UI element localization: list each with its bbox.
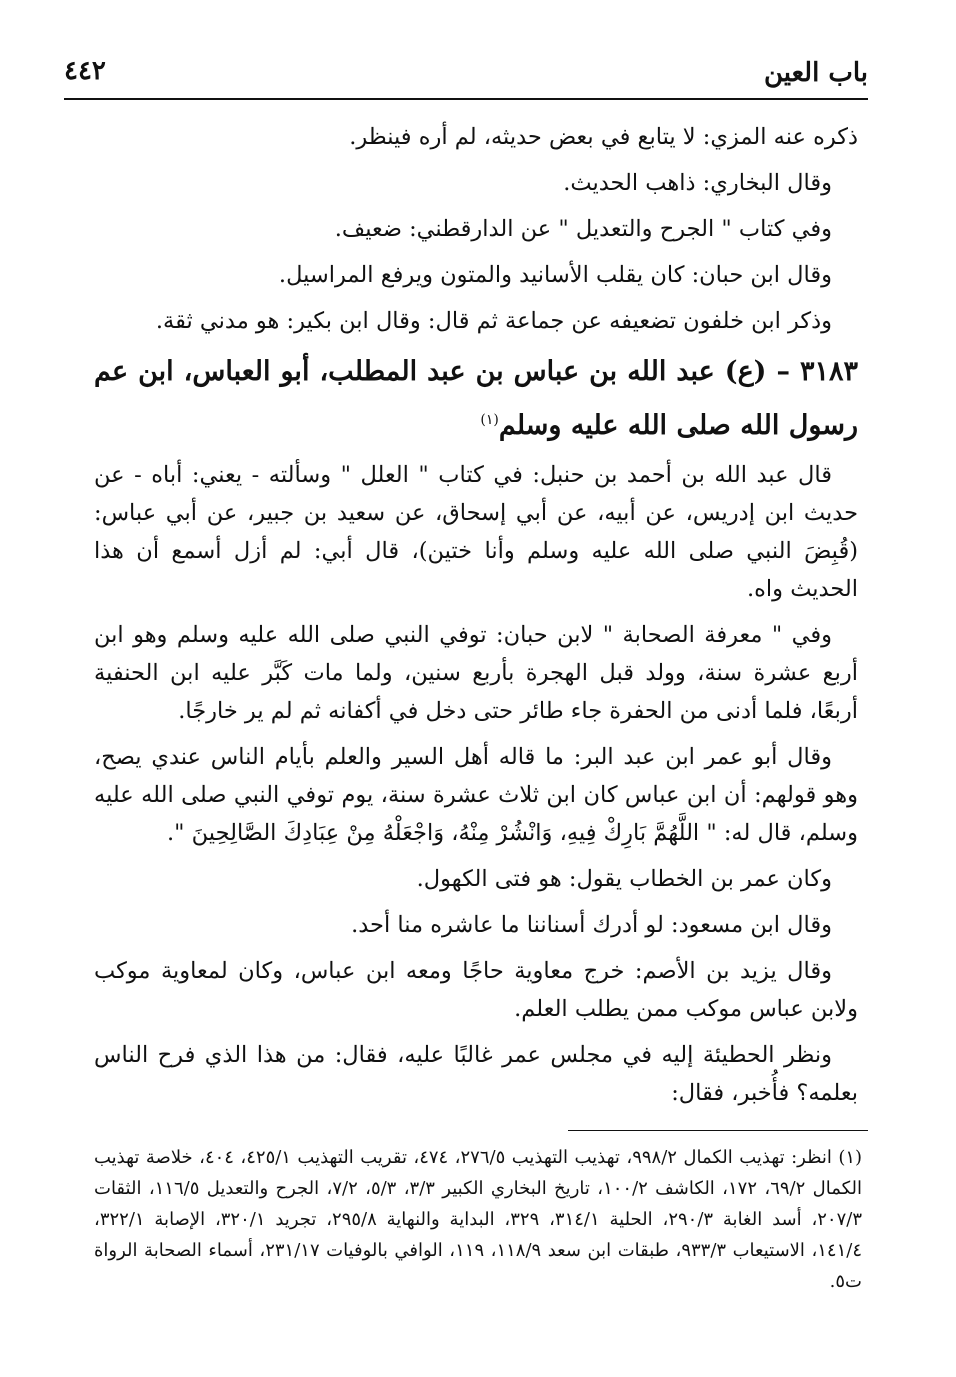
footnote-divider (568, 1130, 868, 1131)
page-header (64, 50, 868, 98)
footnote: (١) انظر: تهذيب الكمال ٩٩٨/٢، تهذيب التهذيب ٢٧٦/٥، ٤٧٤، تقريب التهذيب ٤٢٥/١، ٤٠٤، خلاصة تهذيب الكمال ٦٩/٢، ١٧٢، الكاشف ١٠٠/٢، تاريخ البخاري الكبير ٣/٣، ٥/٣، ٧/٢، الجرح والتعديل ١١٦/٥، الثقات ٢٠٧/٣، أسد الغابة ٢٩٠/٣، الحلية ٣١٤/١، ٣٢٩، البداية والنهاية ٢٩٥/٨، تجريد ٣٢٠/١، الإصابة ٣٢٢/١، ١٤١/٤، الاستيعاب ٩٣٣/٣، طبقات ابن سعد ١١٨/٩، ١١٩، الوافي بالوفيات ٢٣١/١٧، أسماء الصحابة الرواة ت٥. (94, 1147, 863, 1292)
paragraph: وقال يزيد بن الأصم: خرج معاوية حاجًا ومعه ابن عباس، وكان لمعاوية موكب ولابن عباس موكب ممن يطلب العلم. (94, 958, 858, 1022)
footnote-marker: (١) (480, 412, 499, 428)
paragraph: وفي " معرفة الصحابة " لابن حبان: توفي النبي صلى الله عليه وسلم وهو ابن أربع عشرة سنة، وولد قبل الهجرة بأربع سنين، ولما مات كَبَّر عليه ابن الحنفية أربعًا، فلما أدنى من الحفرة جاء طائر حتى دخل في أكفانه ثم لم ير خارجًا. (94, 622, 858, 724)
paragraph: وذكر ابن خلفون تضعيفه عن جماعة ثم قال: وقال ابن بكير: هو مدني ثقة. (155, 308, 832, 334)
paragraph: ذكره عنه المزي: لا يتابع في بعض حديثه، لم أره فينظر. (349, 124, 858, 150)
paragraph: وقال ابن حبان: كان يقلب الأسانيد والمتون ويرفع المراسيل. (278, 262, 832, 288)
paragraph: وكان عمر بن الخطاب يقول: هو فتى الكهول. (416, 866, 832, 892)
paragraph: ونظر الحطيئة إليه في مجلس عمر غالبًا عليه، فقال: من هذا الذي فرح الناس بعلمه؟ فأُخبر، فقال: (94, 1042, 858, 1106)
page-number: ٤٤٢ (64, 56, 106, 86)
paragraph: وفي كتاب " الجرح والتعديل " عن الدارقطني: ضعيف. (334, 216, 832, 242)
paragraph: قال عبد الله بن أحمد بن حنبل: في كتاب " العلل " وسألته - يعني: أباه - عن حديث ابن إدريس، عن أبيه، عن أبي إسحاق، عن سعيد بن جبير، عن أبي عباس: (قُبِضَ النبي صلى الله عليه وسلم وأنا ختين)، قال أبي: لم أزل أسمع أن هذا الحديث واه. (94, 462, 858, 602)
main-text (94, 118, 858, 1120)
paragraph: وقال ابن مسعود: لو أدرك أسناننا ما عاشره منا أحد. (351, 912, 832, 938)
paragraph: وقال أبو عمر ابن عبد البر: ما قاله أهل السير والعلم بأيام الناس عندي يصح، وهو قولهم: أن ابن عباس كان ابن ثلاث عشرة سنة، يوم توفي النبي صلى الله عليه وسلم، قال له: " اللَّهُمَّ بَارِكْ فِيهِ، وَانْشُرْ مِنْهُ، وَاجْعَلْهُ مِنْ عِبَادِكَ الصَّالِحِينَ ". (94, 744, 858, 846)
entry-heading-text: ٣١٨٣ – (ع) عبد الله بن عباس بن عبد المطلب، أبو العباس، ابن عم رسول الله صلى الله عليه وسلم (94, 356, 858, 441)
header-divider (64, 98, 868, 100)
entry-heading (94, 348, 858, 450)
chapter-title: باب العين (763, 58, 868, 88)
paragraph: وقال البخاري: ذاهب الحديث. (563, 170, 832, 196)
